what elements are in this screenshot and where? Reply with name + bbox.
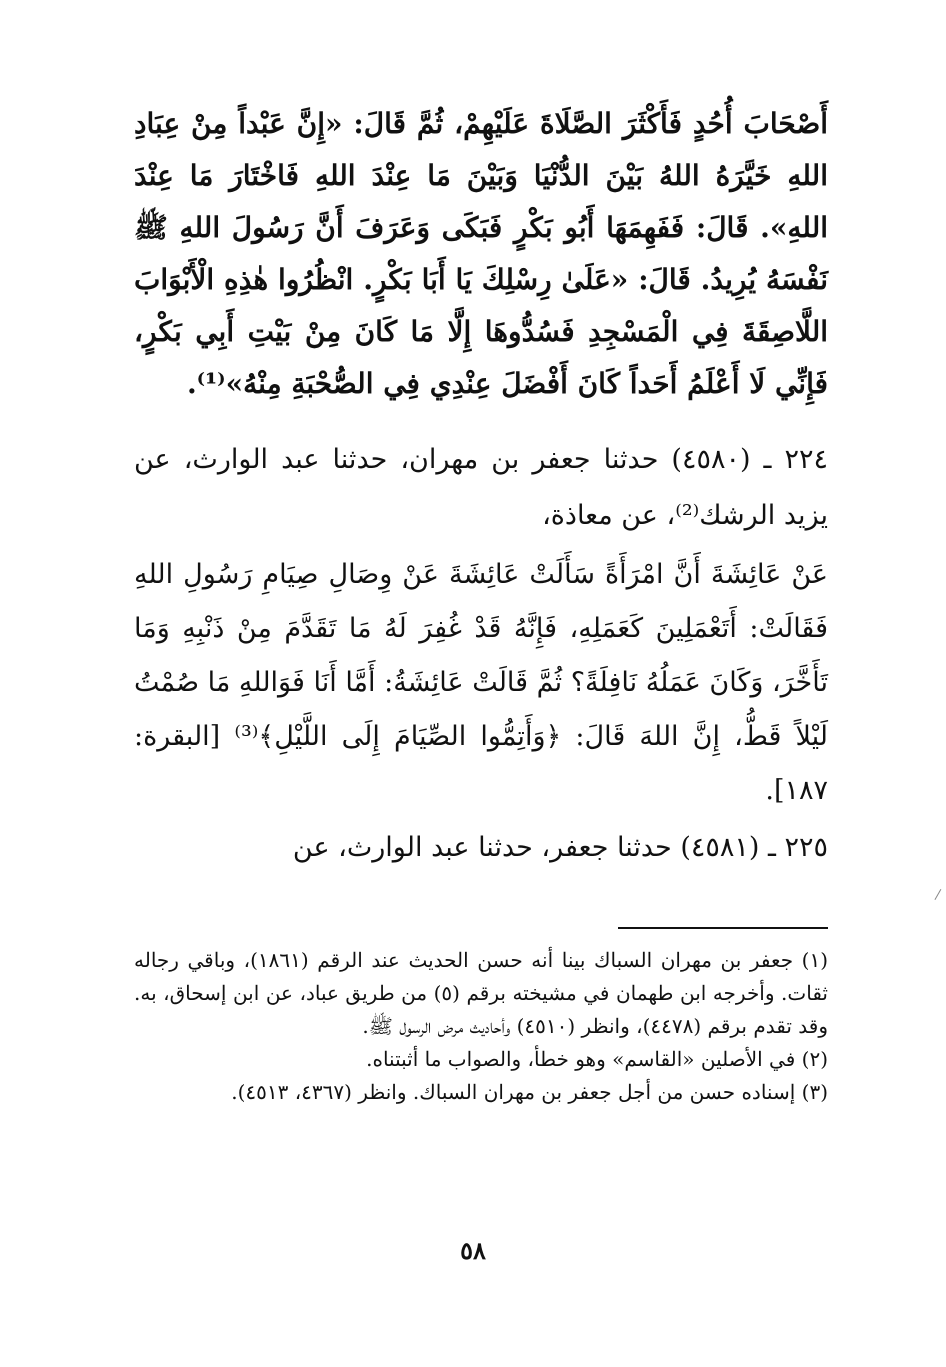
- scan-mark: [934, 889, 946, 903]
- footnote-3: (٣) إسناده حسن من أجل جعفر بن مهران السباك. وانظر (٤٣٦٧، ٤٥١٣).: [231, 1080, 828, 1104]
- paragraph-matn-224: عَنْ عَائِشَةَ أَنَّ امْرَأَةً سَأَلَتْ عَائِشَةَ عَنْ وِصَالِ صِيَامِ رَسُولِ اللهِ فَقَالَتْ: أَتَعْمَلِينَ كَعَمَلِهِ، فَإِنَّهُ قَدْ غُفِرَ لَهُ مَا تَقَدَّمَ مِنْ ذَنْبِهِ وَمَا تَأَخَّرَ، وَكَانَ عَمَلُهُ نَافِلَةً؟ ثُمَّ قَالَتْ عَائِشَةُ: أَمَّا أَنَا فَوَاللهِ مَا صُمْتُ لَيْلاً قَطُّ، إِنَّ اللهَ قَالَ: ﴿وَأَتِمُّوا الصِّيَامَ إِلَى اللَّيْلِ﴾⁽³⁾ [البقرة: ١٨٧].: [134, 559, 828, 806]
- footnote-separator: [618, 927, 828, 929]
- hadith-text-continued: [134, 98, 828, 410]
- hadith-225-isnad: [134, 820, 828, 876]
- paragraph-isnad-225: ٢٢٥ ـ (٤٥٨١) حدثنا جعفر، حدثنا عبد الوارث، عن: [292, 832, 828, 863]
- footnotes: [134, 944, 828, 1109]
- hadith-224-matn: [134, 548, 828, 818]
- page-number: ٥٨: [460, 1236, 486, 1265]
- paragraph-isnad-224: ٢٢٤ ـ (٤٥٨٠) حدثنا جعفر بن مهران، حدثنا عبد الوارث، عن يزيد الرشك⁽²⁾، عن معاذة،: [134, 444, 828, 531]
- hadith-224-isnad: [134, 432, 828, 544]
- footnote-2: (٢) في الأصلين «القاسم» وهو خطأ، والصواب ما أثبتناه.: [366, 1047, 828, 1071]
- footnote-1: (١) جعفر بن مهران السباك بينا أنه حسن الحديث عند الرقم (١٨٦١)، وباقي رجاله ثقات. وأخرجه ابن طهمان في مشيخته برقم (٥) من طريق عباد، عن ابن إسحاق، به. وقد تقدم برقم (٤٤٧٨)، وانظر (٤٥١٠) وأحاديث مرض الرسول ﷺ.: [134, 948, 828, 1038]
- paragraph-hadith-ending: أَصْحَابَ أُحُدٍ فَأَكْثَرَ الصَّلَاةَ عَلَيْهِمْ، ثُمَّ قَالَ: «إِنَّ عَبْداً مِنْ عِبَادِ اللهِ خَيَّرَهُ اللهُ بَيْنَ الدُّنْيَا وَبَيْنَ مَا عِنْدَ اللهِ فَاخْتَارَ مَا عِنْدَ اللهِ». قَالَ: فَفَهِمَهَا أَبُو بَكْرٍ فَبَكَى وَعَرَفَ أَنَّ رَسُولَ اللهِ ﷺ نَفْسَهُ يُرِيدُ. قَالَ: «عَلَىٰ رِسْلِكَ يَا أَبَا بَكْرٍ. انْظُرُوا هٰذِهِ الْأَبْوَابَ اللَّاصِقَةَ فِي الْمَسْجِدِ فَسُدُّوهَا إِلَّا مَا كَانَ مِنْ بَيْتِ أَبِي بَكْرٍ، فَإِنِّي لَا أَعْلَمُ أَحَداً كَانَ أَفْضَلَ عِنْدِي فِي الصُّحْبَةِ مِنْهُ»⁽¹⁾.: [134, 107, 828, 400]
